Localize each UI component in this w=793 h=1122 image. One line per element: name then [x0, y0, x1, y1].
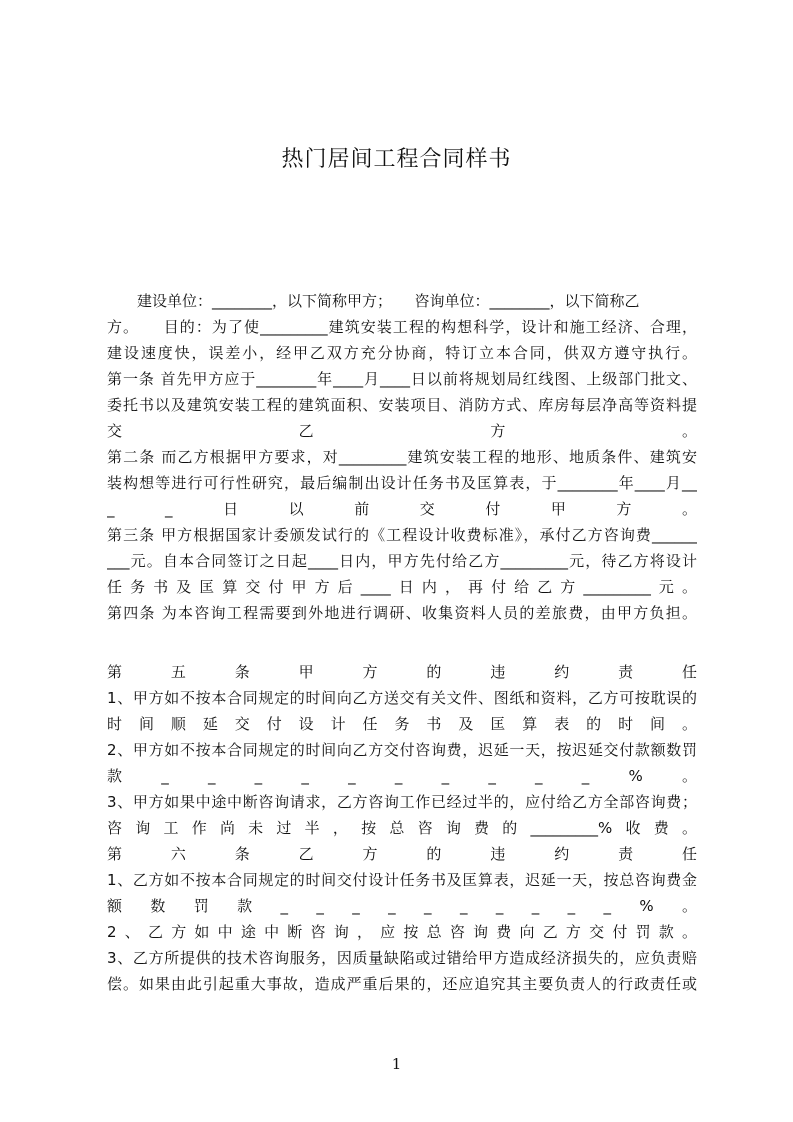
text-line: 装构想等进行可行性研究，最后编制出设计任务书及匡算表，于________年____月__	[107, 474, 697, 492]
text-line: 建设速度快，误差小，经甲乙双方充分协商，特订立本合同，供双方遵守执行。	[107, 344, 697, 362]
text-line: 任务书及匡算交付甲方后____日内，再付给乙方_________元。	[107, 578, 697, 596]
document-title: 热门居间工程合同样书	[281, 147, 512, 172]
paragraph-gap	[107, 626, 697, 659]
text-line: 方。 目的：为了使_________建筑安装工程的构想科学，设计和施工经济、合理，	[107, 318, 697, 336]
text-line: 额 数 罚 款 _ _ _ _ _ _ _ _ _ _ % 。	[107, 897, 697, 915]
text-line: ___元。自本合同签订之日起____日内，甲方先付给乙方_________元，待乙方将设计	[107, 552, 697, 570]
text-line: 第四条 为本咨询工程需要到外地进行调研、收集资料人员的差旅费，由甲方负担。	[107, 604, 697, 622]
text-line: 款 _ _ _ _ _ _ _ _ _ _ % 。	[107, 767, 697, 785]
text-line: 1、甲方如不按本合同规定的时间向乙方送交有关文件、图纸和资料，乙方可按耽误的	[107, 689, 697, 707]
text-line: _ _ 日 以 前 交 付 甲 方 。	[107, 500, 697, 518]
contract-body	[107, 288, 697, 997]
text-line: 第三条 甲方根据国家计委颁发试行的《工程设计收费标准》，承付乙方咨询费______	[107, 526, 697, 544]
text-line: 第二条 而乙方根据甲方要求，对_________建筑安装工程的地形、地质条件、建筑安	[107, 448, 697, 466]
text-line: 3、甲方如果中途中断咨询请求，乙方咨询工作已经过半的，应付给乙方全部咨询费；	[107, 793, 697, 811]
text-line: 委托书以及建筑安装工程的建筑面积、安装项目、消防方式、库房每层净高等资料提	[107, 396, 697, 414]
text-line: 建设单位：________，以下简称甲方； 咨询单位：________，以下简称乙	[107, 292, 640, 310]
text-line: 3、乙方所提供的技术咨询服务，因质量缺陷或过错给甲方造成经济损失的，应负责赔	[107, 949, 697, 967]
text-line: 交 乙 方 。	[107, 422, 697, 440]
text-line: 1、乙方如不按本合同规定的时间交付设计任务书及匡算表，迟延一天，按总咨询费金	[107, 871, 697, 889]
text-line: 时间顺延交付设计任务书及匡算表的时间。	[107, 715, 697, 733]
page-number: 1	[391, 1055, 402, 1073]
text-line: 偿。如果由此引起重大事故，造成严重后果的，还应追究其主要负责人的行政责任或	[107, 975, 697, 993]
section-heading: 第 六 条 乙 方 的 违 约 责 任	[107, 845, 697, 863]
text-line: 2、乙方如中途中断咨询，应按总咨询费向乙方交付罚款。	[107, 923, 697, 941]
text-line: 第一条 首先甲方应于________年____月____日以前将规划局红线图、上级部门批文、	[107, 370, 697, 388]
section-heading: 第 五 条 甲 方 的 违 约 责 任	[107, 663, 697, 681]
text-line: 2、甲方如不按本合同规定的时间向乙方交付咨询费，迟延一天，按迟延交付款额数罚	[107, 741, 697, 759]
text-line: 咨询工作尚未过半，按总咨询费的_________%收费。	[107, 819, 697, 837]
